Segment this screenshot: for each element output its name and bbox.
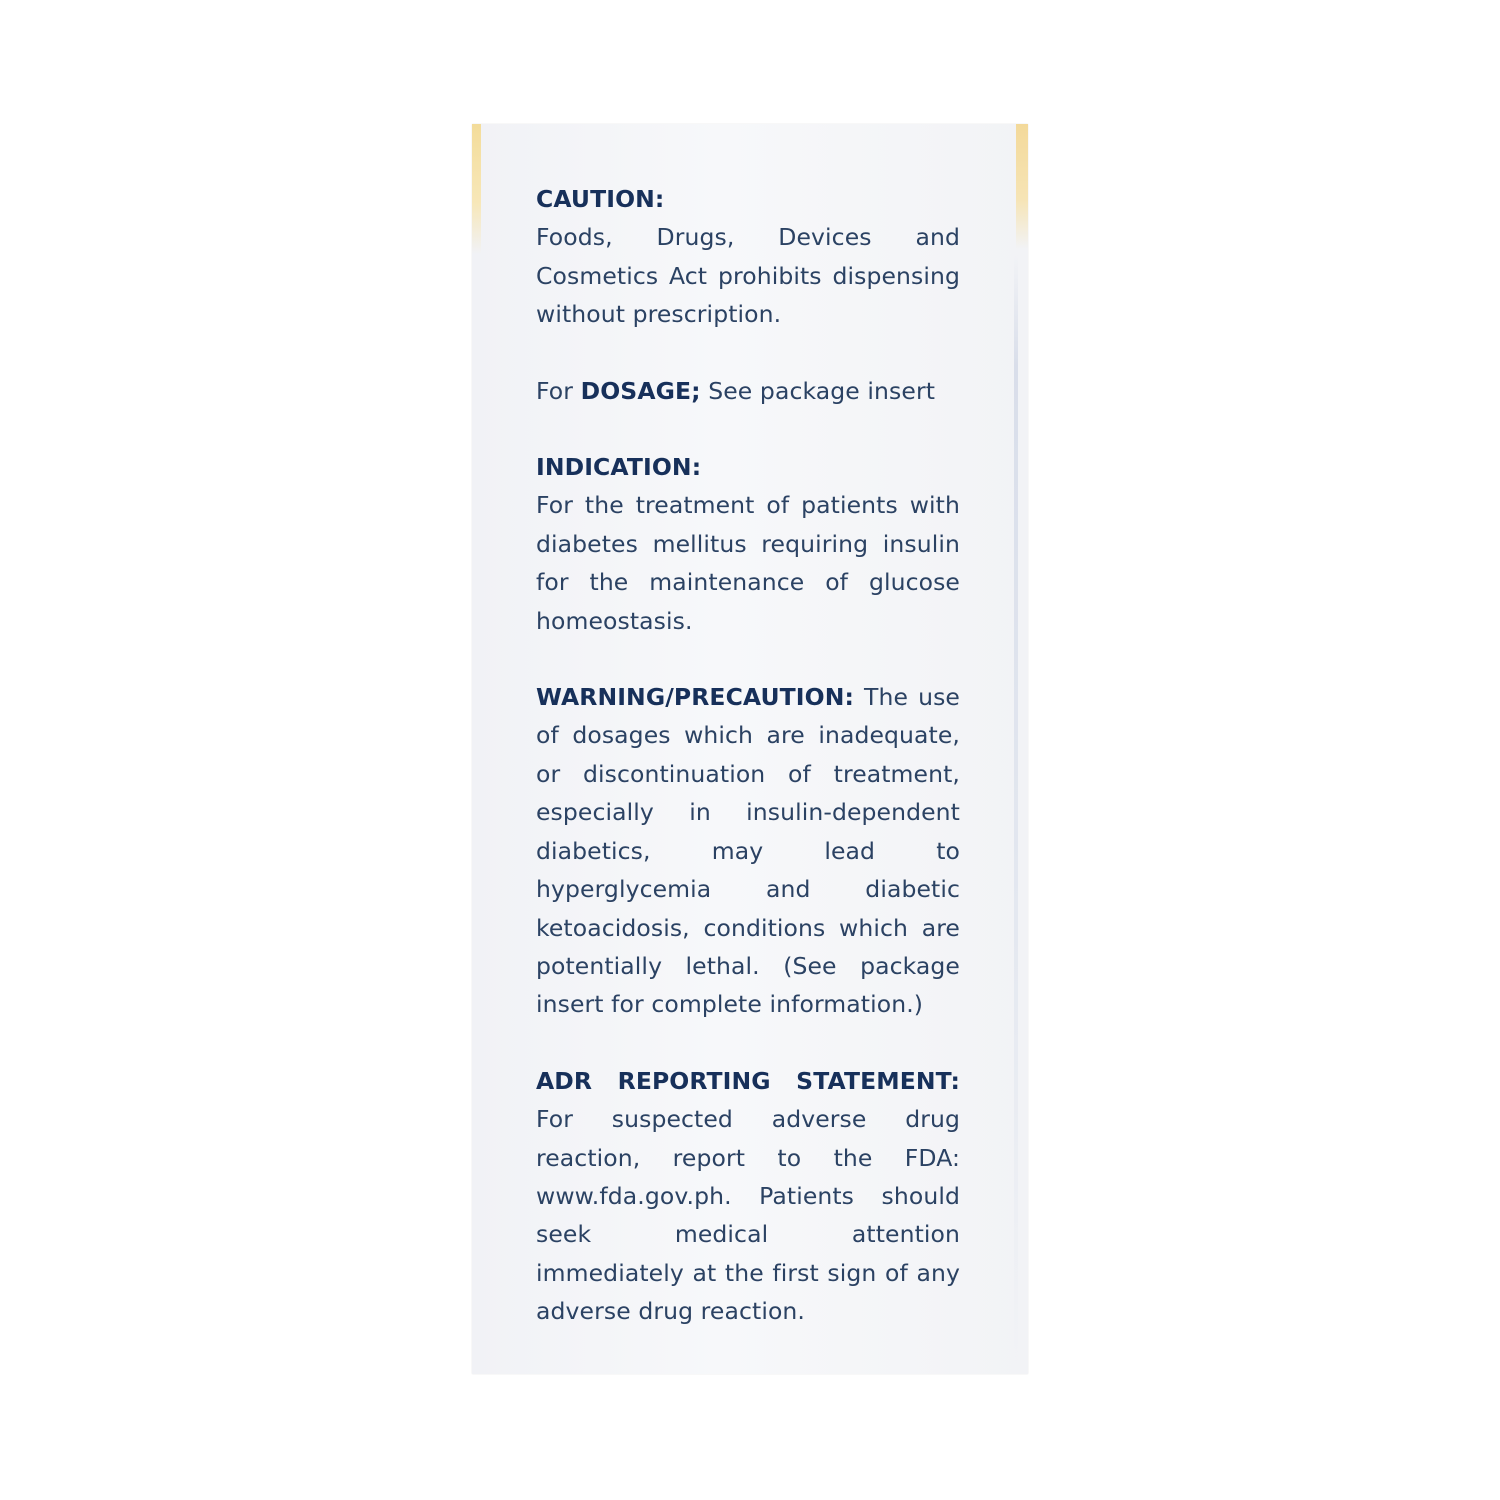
caution-heading: CAUTION: (536, 185, 665, 213)
dosage-section (536, 372, 960, 410)
indication-heading: INDICATION: (536, 453, 702, 482)
indication-text: For the treatment of patients with diabetes mellitus requiring insulin for the maintenance of glucose homeostasis. (536, 491, 960, 635)
adr-heading: ADR REPORTING STATEMENT: (536, 1066, 960, 1095)
package-left-edge (472, 124, 481, 254)
package-side-panel (472, 124, 1028, 1374)
label-text-content (536, 180, 960, 1369)
dosage-keyword: DOSAGE; (580, 376, 701, 405)
adr-section (536, 1062, 960, 1331)
package-right-edge (1016, 124, 1028, 249)
dosage-suffix: See package insert (708, 376, 936, 405)
warning-section (536, 678, 960, 1024)
caution-section (536, 180, 960, 334)
warning-text: The use of dosages which are inadequate, or discontinuation of treatment, especially in insulin-dependent diabetics, may lead to hyperglycemia and diabetic ketoacidosis, conditions which are potentially lethal. (See package insert for complete information.) (536, 683, 960, 1019)
indication-section (536, 448, 960, 640)
warning-heading: WARNING/PRECAUTION: (536, 683, 854, 712)
adr-text: For suspected adverse drug reaction, report to the FDA: www.fda.gov.ph. Patients should seek medical attention immediately at the first sign of any adverse drug reaction. (536, 1105, 960, 1326)
package-right-fold (1014, 254, 1018, 1374)
caution-text: Foods, Drugs, Devices and Cosmetics Act prohibits dispensing without prescription. (536, 223, 960, 329)
dosage-prefix: For (536, 376, 574, 405)
